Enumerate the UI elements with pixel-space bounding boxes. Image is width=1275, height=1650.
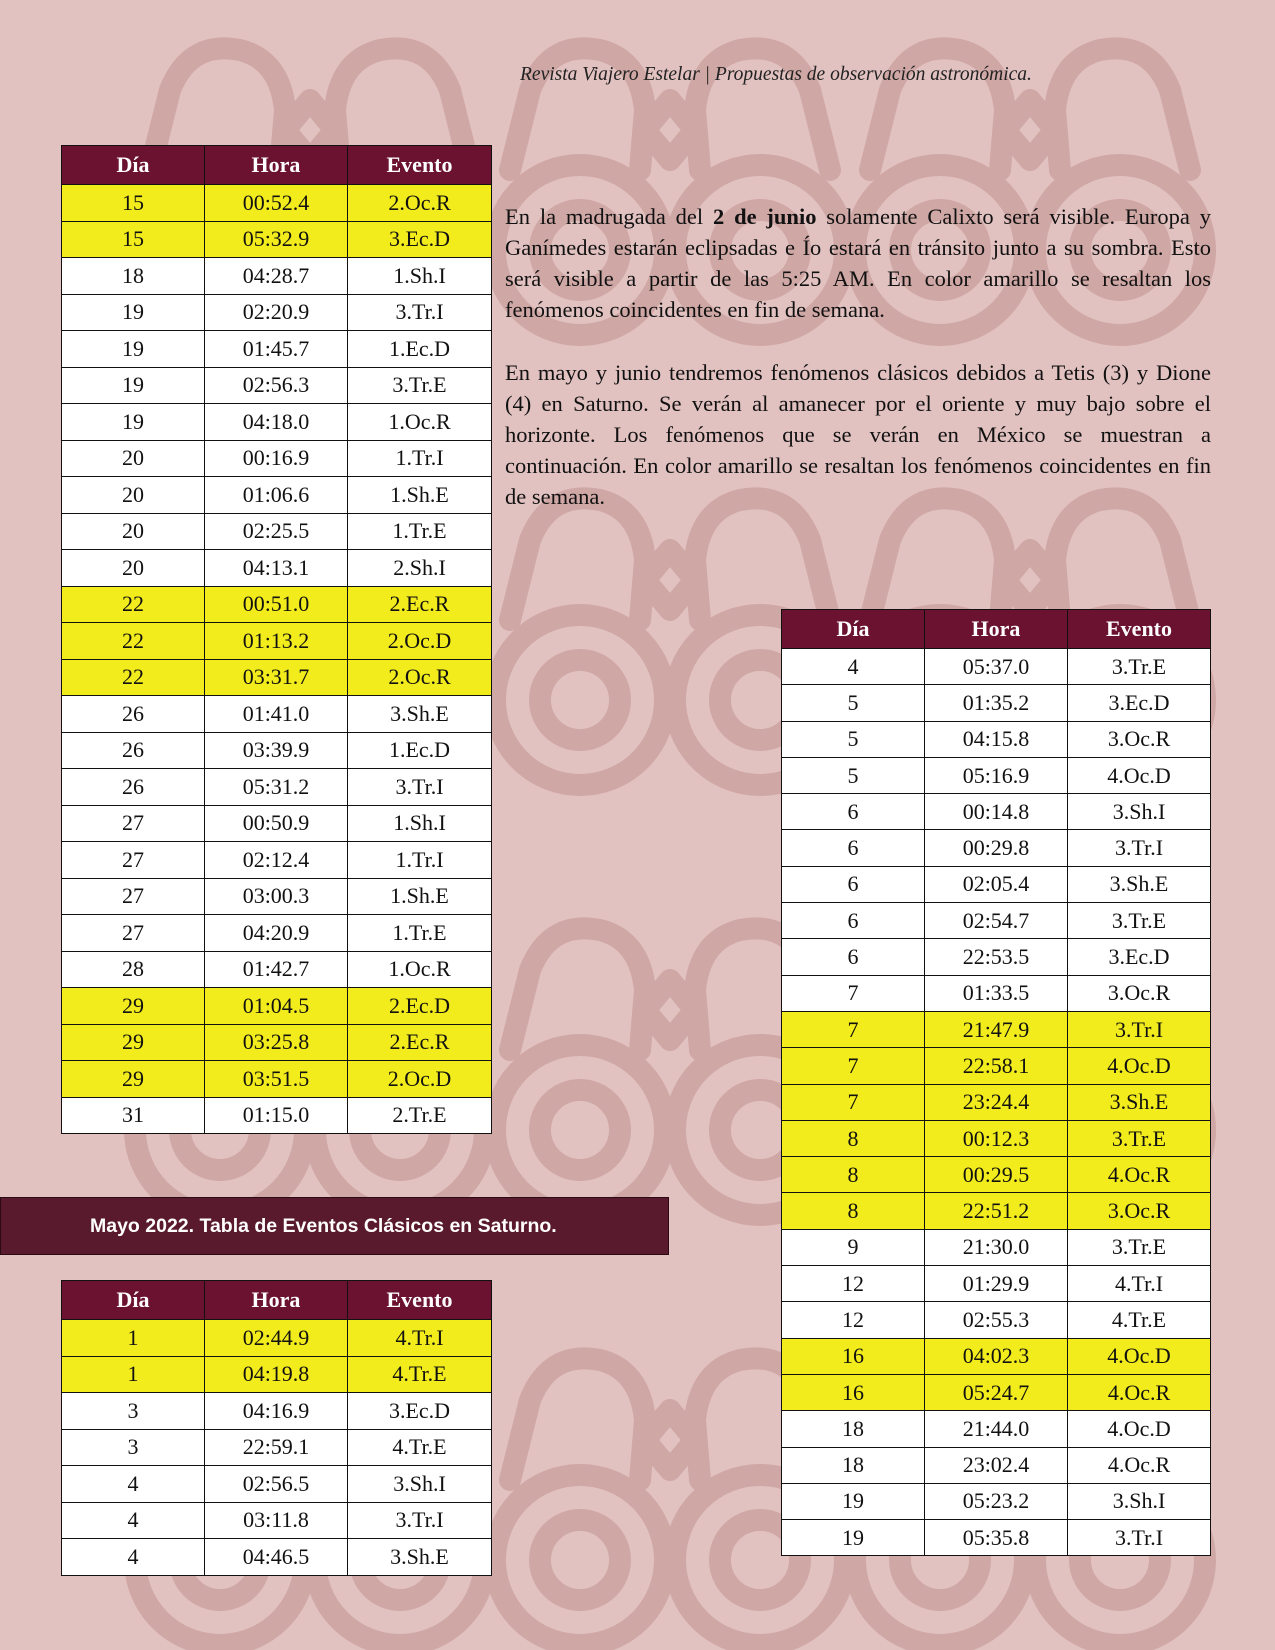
cell-hora: 00:16.9 [205,440,348,477]
cell-dia: 5 [782,757,925,793]
cell-dia: 27 [62,915,205,952]
table-row [782,1193,1211,1229]
cell-dia: 7 [782,1048,925,1084]
cell-hora: 01:15.0 [205,1097,348,1134]
cell-hora: 04:20.9 [205,915,348,952]
cell-evento: 3.Ec.D [348,1393,492,1430]
cell-evento: 3.Sh.I [1068,794,1211,830]
cell-dia: 5 [782,685,925,721]
cell-dia: 19 [62,367,205,404]
cell-dia: 4 [62,1539,205,1576]
table-row [782,649,1211,685]
cell-dia: 19 [62,404,205,441]
table-row [62,623,492,660]
events-table-saturn-may [61,1280,492,1576]
cell-hora: 05:24.7 [925,1374,1068,1410]
table-row [62,550,492,587]
cell-hora: 23:02.4 [925,1447,1068,1483]
cell-hora: 03:39.9 [205,732,348,769]
table-row [782,1084,1211,1120]
cell-evento: 3.Tr.E [348,367,492,404]
cell-hora: 21:47.9 [925,1011,1068,1047]
table-row [782,975,1211,1011]
table-row [62,696,492,733]
table-row [62,1539,492,1576]
cell-hora: 02:20.9 [205,294,348,331]
cell-dia: 20 [62,513,205,550]
table-row [782,939,1211,975]
table-row [62,1097,492,1134]
table-row [782,1120,1211,1156]
cell-dia: 3 [62,1393,205,1430]
cell-hora: 01:04.5 [205,988,348,1025]
cell-evento: 3.Ec.D [1068,685,1211,721]
cell-evento: 3.Ec.D [348,221,492,258]
cell-dia: 6 [782,939,925,975]
cell-dia: 4 [62,1502,205,1539]
cell-evento: 3.Tr.I [1068,1520,1211,1556]
paragraph-saturno: En mayo y junio tendremos fenómenos clásicos debidos a Tetis (3) y Dione (4) en Saturno. Se verán al amanecer por el oriente y muy bajo sobre el horizonte. Los fenómenos que se verán en México se muestran a continuación. En color amarillo se resaltan los fenómenos coincidentes en fin de semana. [505,360,1211,509]
cell-hora: 04:13.1 [205,550,348,587]
cell-dia: 28 [62,951,205,988]
cell-dia: 7 [782,1084,925,1120]
cell-dia: 18 [782,1411,925,1447]
cell-dia: 6 [782,903,925,939]
cell-hora: 01:41.0 [205,696,348,733]
cell-evento: 4.Oc.R [1068,1374,1211,1410]
cell-dia: 6 [782,866,925,902]
table-row [782,1520,1211,1556]
cell-evento: 4.Tr.I [348,1320,492,1357]
cell-dia: 7 [782,1011,925,1047]
cell-evento: 3.Oc.R [1068,721,1211,757]
cell-evento: 2.Ec.R [348,1024,492,1061]
cell-hora: 22:58.1 [925,1048,1068,1084]
cell-hora: 02:55.3 [925,1302,1068,1338]
cell-evento: 2.Oc.D [348,623,492,660]
cell-evento: 2.Oc.D [348,1061,492,1098]
table-row [62,185,492,222]
cell-hora: 04:02.3 [925,1338,1068,1374]
cell-hora: 02:56.3 [205,367,348,404]
cell-dia: 19 [782,1483,925,1519]
cell-evento: 1.Sh.E [348,477,492,514]
cell-hora: 02:25.5 [205,513,348,550]
cell-hora: 05:35.8 [925,1520,1068,1556]
cell-evento: 4.Tr.I [1068,1266,1211,1302]
cell-hora: 00:52.4 [205,185,348,222]
cell-evento: 4.Oc.D [1068,757,1211,793]
table-row [62,769,492,806]
cell-evento: 3.Sh.E [348,1539,492,1576]
cell-dia: 16 [782,1338,925,1374]
table-row [62,1356,492,1393]
cell-evento: 4.Oc.R [1068,1157,1211,1193]
cell-evento: 2.Ec.R [348,586,492,623]
table-row [62,221,492,258]
cell-evento: 1.Tr.I [348,440,492,477]
cell-dia: 18 [782,1447,925,1483]
table-row [62,988,492,1025]
cell-evento: 1.Sh.E [348,878,492,915]
table-row [62,878,492,915]
table-row [62,805,492,842]
table-row [782,1483,1211,1519]
cell-dia: 1 [62,1356,205,1393]
cell-evento: 2.Oc.R [348,185,492,222]
cell-dia: 22 [62,623,205,660]
cell-evento: 1.Ec.D [348,331,492,368]
cell-hora: 03:51.5 [205,1061,348,1098]
cell-hora: 23:24.4 [925,1084,1068,1120]
cell-dia: 9 [782,1229,925,1265]
col-header-dia: Día [62,1281,205,1320]
cell-hora: 01:45.7 [205,331,348,368]
cell-dia: 4 [62,1466,205,1503]
cell-hora: 02:56.5 [205,1466,348,1503]
cell-hora: 02:54.7 [925,903,1068,939]
table-row [62,440,492,477]
cell-evento: 3.Sh.E [1068,1084,1211,1120]
table-row [62,1320,492,1357]
table-row [62,732,492,769]
cell-evento: 3.Oc.R [1068,975,1211,1011]
table-row [62,586,492,623]
cell-evento: 3.Sh.E [1068,866,1211,902]
table-row [782,1374,1211,1410]
cell-hora: 04:18.0 [205,404,348,441]
table-row [62,951,492,988]
cell-dia: 15 [62,221,205,258]
table-row [62,294,492,331]
table-row [782,1302,1211,1338]
cell-evento: 1.Tr.I [348,842,492,879]
table-row [62,1502,492,1539]
cell-hora: 00:12.3 [925,1120,1068,1156]
table-row [62,331,492,368]
cell-dia: 18 [62,258,205,295]
table-row [782,721,1211,757]
table-row [782,794,1211,830]
table-row [782,757,1211,793]
events-table-jupiter [61,145,492,1134]
cell-dia: 3 [62,1429,205,1466]
cell-evento: 1.Oc.R [348,951,492,988]
table-row [782,1447,1211,1483]
col-header-dia: Día [782,610,925,649]
paragraph-text: solamente Calixto será visible. Europa y Ganímedes estarán eclipsadas e Ío estará en tránsito junto a su sombra. Esto será visible a partir de las 5:25 AM. En color amarillo se resaltan los fenómenos coincidentes en fin de semana. [505,204,1211,322]
cell-evento: 4.Tr.E [348,1356,492,1393]
cell-hora: 02:44.9 [205,1320,348,1357]
cell-hora: 01:13.2 [205,623,348,660]
cell-dia: 27 [62,878,205,915]
table-row [782,866,1211,902]
cell-evento: 1.Ec.D [348,732,492,769]
table-caption: Mayo 2022. Tabla de Eventos Clásicos en Saturno. [0,1197,669,1255]
cell-dia: 20 [62,440,205,477]
cell-evento: 3.Tr.I [348,769,492,806]
cell-hora: 01:42.7 [205,951,348,988]
cell-dia: 20 [62,550,205,587]
cell-evento: 3.Ec.D [1068,939,1211,975]
cell-dia: 27 [62,805,205,842]
table-row [782,1338,1211,1374]
cell-evento: 4.Oc.R [1068,1447,1211,1483]
cell-hora: 01:06.6 [205,477,348,514]
cell-dia: 31 [62,1097,205,1134]
cell-dia: 16 [782,1374,925,1410]
table-row [782,1048,1211,1084]
paragraph-text: En la madrugada del [505,204,714,229]
cell-dia: 29 [62,1024,205,1061]
cell-hora: 00:51.0 [205,586,348,623]
cell-evento: 3.Tr.E [1068,1229,1211,1265]
page-header: Revista Viajero Estelar | Propuestas de observación astronómica. [520,64,1032,85]
cell-dia: 8 [782,1157,925,1193]
cell-evento: 3.Sh.I [1068,1483,1211,1519]
cell-dia: 1 [62,1320,205,1357]
table-row [62,258,492,295]
cell-hora: 02:12.4 [205,842,348,879]
cell-hora: 05:31.2 [205,769,348,806]
cell-evento: 3.Sh.E [348,696,492,733]
cell-dia: 6 [782,794,925,830]
table-row [62,477,492,514]
col-header-dia: Día [62,146,205,185]
cell-hora: 22:59.1 [205,1429,348,1466]
cell-hora: 05:23.2 [925,1483,1068,1519]
table-row [62,659,492,696]
table-row [782,1411,1211,1447]
paragraph-junio [505,201,1211,325]
cell-dia: 29 [62,1061,205,1098]
cell-dia: 15 [62,185,205,222]
table-row [62,1393,492,1430]
cell-dia: 22 [62,586,205,623]
cell-dia: 5 [782,721,925,757]
table-row [62,513,492,550]
events-table-saturn-june [781,609,1211,1556]
cell-hora: 04:46.5 [205,1539,348,1576]
cell-dia: 12 [782,1302,925,1338]
cell-evento: 3.Tr.E [1068,1120,1211,1156]
table-row [782,1266,1211,1302]
cell-dia: 26 [62,696,205,733]
cell-evento: 1.Oc.R [348,404,492,441]
table-row [62,915,492,952]
cell-evento: 4.Oc.D [1068,1048,1211,1084]
cell-hora: 04:15.8 [925,721,1068,757]
table-row [62,1024,492,1061]
cell-dia: 19 [62,294,205,331]
table-row [62,1429,492,1466]
cell-hora: 03:31.7 [205,659,348,696]
cell-dia: 29 [62,988,205,1025]
cell-hora: 21:44.0 [925,1411,1068,1447]
cell-hora: 00:29.5 [925,1157,1068,1193]
cell-hora: 01:35.2 [925,685,1068,721]
table-row [782,1011,1211,1047]
cell-dia: 20 [62,477,205,514]
cell-dia: 19 [62,331,205,368]
table-row [62,1466,492,1503]
cell-dia: 12 [782,1266,925,1302]
cell-evento: 3.Tr.I [348,294,492,331]
cell-evento: 4.Oc.D [1068,1338,1211,1374]
cell-hora: 21:30.0 [925,1229,1068,1265]
cell-dia: 26 [62,732,205,769]
cell-evento: 1.Tr.E [348,513,492,550]
cell-hora: 05:37.0 [925,649,1068,685]
cell-evento: 2.Oc.R [348,659,492,696]
cell-evento: 2.Tr.E [348,1097,492,1134]
cell-hora: 03:00.3 [205,878,348,915]
cell-dia: 8 [782,1193,925,1229]
cell-hora: 00:14.8 [925,794,1068,830]
cell-hora: 01:33.5 [925,975,1068,1011]
table-row [782,830,1211,866]
cell-evento: 3.Tr.I [348,1502,492,1539]
cell-evento: 2.Ec.D [348,988,492,1025]
cell-evento: 4.Oc.D [1068,1411,1211,1447]
cell-evento: 3.Tr.E [1068,649,1211,685]
col-header-evento: Evento [348,1281,492,1320]
cell-evento: 1.Tr.E [348,915,492,952]
cell-evento: 3.Tr.I [1068,1011,1211,1047]
cell-hora: 04:16.9 [205,1393,348,1430]
cell-hora: 22:53.5 [925,939,1068,975]
table-row [62,404,492,441]
cell-hora: 00:29.8 [925,830,1068,866]
cell-dia: 26 [62,769,205,806]
cell-hora: 22:51.2 [925,1193,1068,1229]
cell-hora: 05:32.9 [205,221,348,258]
paragraph-date-bold: 2 de junio [713,204,817,229]
cell-evento: 4.Tr.E [348,1429,492,1466]
table-row [62,842,492,879]
cell-dia: 6 [782,830,925,866]
table-row [782,1229,1211,1265]
cell-hora: 02:05.4 [925,866,1068,902]
cell-dia: 8 [782,1120,925,1156]
cell-evento: 3.Sh.I [348,1466,492,1503]
cell-hora: 04:19.8 [205,1356,348,1393]
col-header-hora: Hora [925,610,1068,649]
cell-hora: 00:50.9 [205,805,348,842]
cell-evento: 1.Sh.I [348,805,492,842]
cell-dia: 7 [782,975,925,1011]
col-header-evento: Evento [348,146,492,185]
table-row [62,367,492,404]
table-row [782,1157,1211,1193]
cell-dia: 27 [62,842,205,879]
cell-hora: 03:25.8 [205,1024,348,1061]
cell-hora: 04:28.7 [205,258,348,295]
col-header-hora: Hora [205,146,348,185]
cell-dia: 22 [62,659,205,696]
col-header-hora: Hora [205,1281,348,1320]
cell-evento: 4.Tr.E [1068,1302,1211,1338]
col-header-evento: Evento [1068,610,1211,649]
cell-evento: 1.Sh.I [348,258,492,295]
cell-dia: 19 [782,1520,925,1556]
cell-hora: 01:29.9 [925,1266,1068,1302]
cell-evento: 3.Oc.R [1068,1193,1211,1229]
cell-dia: 4 [782,649,925,685]
cell-hora: 03:11.8 [205,1502,348,1539]
table-row [782,685,1211,721]
cell-evento: 3.Tr.I [1068,830,1211,866]
table-row [62,1061,492,1098]
table-row [782,903,1211,939]
cell-evento: 2.Sh.I [348,550,492,587]
cell-hora: 05:16.9 [925,757,1068,793]
cell-evento: 3.Tr.E [1068,903,1211,939]
